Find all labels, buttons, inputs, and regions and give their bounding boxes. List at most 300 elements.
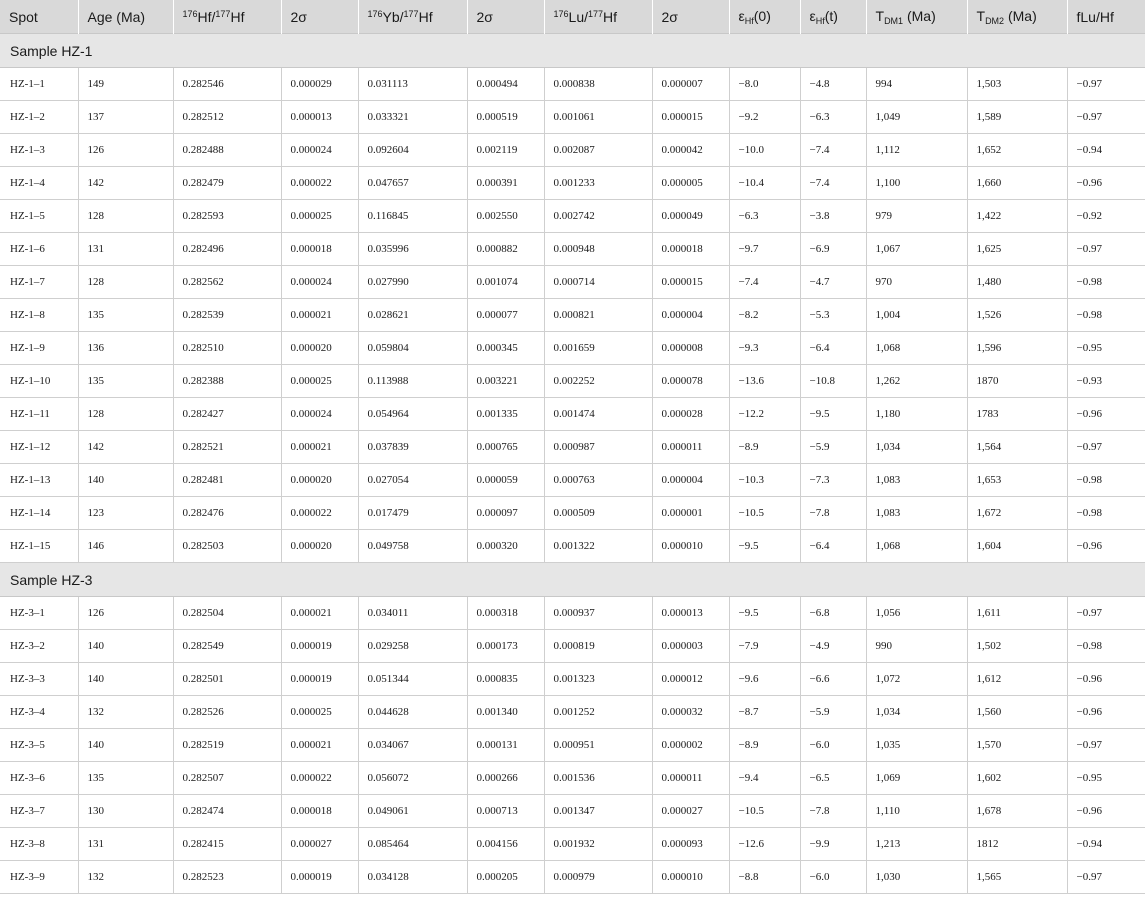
cell-yb_ratio: 0.034011 xyxy=(358,597,467,630)
cell-hf_ratio: 0.282415 xyxy=(173,828,281,861)
cell-age: 135 xyxy=(78,365,173,398)
cell-hf_ratio: 0.282488 xyxy=(173,134,281,167)
header-superscript: 177 xyxy=(215,8,231,19)
cell-ehft: −6.0 xyxy=(800,861,866,894)
cell-sigma2: 0.000205 xyxy=(467,861,544,894)
cell-sigma2: 0.002119 xyxy=(467,134,544,167)
table-header-row xyxy=(0,0,1145,34)
cell-spot: HZ-1–8 xyxy=(0,299,78,332)
cell-flu: −0.95 xyxy=(1067,332,1145,365)
cell-sigma3: 0.000003 xyxy=(652,630,729,663)
cell-sigma3: 0.000004 xyxy=(652,464,729,497)
header-superscript: 177 xyxy=(403,8,419,19)
cell-tdm2: 1,480 xyxy=(967,266,1067,299)
cell-lu_ratio: 0.000714 xyxy=(544,266,652,299)
cell-tdm2: 1,502 xyxy=(967,630,1067,663)
cell-spot: HZ-1–10 xyxy=(0,365,78,398)
cell-yb_ratio: 0.059804 xyxy=(358,332,467,365)
cell-sigma3: 0.000002 xyxy=(652,729,729,762)
cell-sigma2: 0.000097 xyxy=(467,497,544,530)
cell-lu_ratio: 0.000838 xyxy=(544,68,652,101)
cell-sigma1: 0.000013 xyxy=(281,101,358,134)
cell-tdm2: 1,612 xyxy=(967,663,1067,696)
cell-hf_ratio: 0.282479 xyxy=(173,167,281,200)
cell-ehf0: −6.3 xyxy=(729,200,800,233)
cell-ehft: −9.5 xyxy=(800,398,866,431)
cell-ehft: −4.8 xyxy=(800,68,866,101)
table-row xyxy=(0,729,1145,762)
cell-age: 135 xyxy=(78,762,173,795)
cell-ehf0: −13.6 xyxy=(729,365,800,398)
cell-tdm1: 1,034 xyxy=(866,696,967,729)
cell-age: 135 xyxy=(78,299,173,332)
table-row xyxy=(0,530,1145,563)
cell-flu: −0.97 xyxy=(1067,233,1145,266)
table-row xyxy=(0,167,1145,200)
cell-sigma1: 0.000020 xyxy=(281,530,358,563)
cell-tdm1: 1,049 xyxy=(866,101,967,134)
cell-flu: −0.97 xyxy=(1067,729,1145,762)
cell-hf_ratio: 0.282504 xyxy=(173,597,281,630)
cell-age: 128 xyxy=(78,200,173,233)
cell-ehft: −6.4 xyxy=(800,530,866,563)
cell-lu_ratio: 0.001536 xyxy=(544,762,652,795)
column-header-sigma3 xyxy=(652,0,729,34)
cell-sigma1: 0.000020 xyxy=(281,332,358,365)
cell-hf_ratio: 0.282474 xyxy=(173,795,281,828)
cell-tdm1: 1,035 xyxy=(866,729,967,762)
cell-sigma2: 0.000131 xyxy=(467,729,544,762)
cell-yb_ratio: 0.035996 xyxy=(358,233,467,266)
cell-yb_ratio: 0.031113 xyxy=(358,68,467,101)
cell-flu: −0.98 xyxy=(1067,630,1145,663)
cell-sigma3: 0.000013 xyxy=(652,597,729,630)
cell-sigma3: 0.000012 xyxy=(652,663,729,696)
cell-age: 140 xyxy=(78,630,173,663)
cell-spot: HZ-1–5 xyxy=(0,200,78,233)
cell-age: 126 xyxy=(78,134,173,167)
cell-sigma2: 0.000765 xyxy=(467,431,544,464)
section-title: Sample HZ-3 xyxy=(0,563,1145,597)
cell-flu: −0.94 xyxy=(1067,134,1145,167)
cell-spot: HZ-3–7 xyxy=(0,795,78,828)
cell-sigma2: 0.000345 xyxy=(467,332,544,365)
cell-sigma3: 0.000008 xyxy=(652,332,729,365)
cell-ehft: −4.9 xyxy=(800,630,866,663)
cell-age: 146 xyxy=(78,530,173,563)
cell-spot: HZ-1–2 xyxy=(0,101,78,134)
cell-tdm2: 1870 xyxy=(967,365,1067,398)
cell-spot: HZ-3–9 xyxy=(0,861,78,894)
cell-tdm2: 1,678 xyxy=(967,795,1067,828)
cell-ehf0: −10.5 xyxy=(729,497,800,530)
cell-ehft: −7.3 xyxy=(800,464,866,497)
cell-sigma1: 0.000021 xyxy=(281,729,358,762)
cell-age: 128 xyxy=(78,398,173,431)
cell-sigma2: 0.003221 xyxy=(467,365,544,398)
cell-yb_ratio: 0.085464 xyxy=(358,828,467,861)
column-header-flu xyxy=(1067,0,1145,34)
header-subscript: Hf xyxy=(815,15,825,26)
column-header-sigma2 xyxy=(467,0,544,34)
cell-sigma3: 0.000010 xyxy=(652,530,729,563)
cell-age: 142 xyxy=(78,431,173,464)
cell-tdm1: 1,180 xyxy=(866,398,967,431)
cell-sigma1: 0.000022 xyxy=(281,167,358,200)
cell-sigma3: 0.000027 xyxy=(652,795,729,828)
cell-tdm1: 1,100 xyxy=(866,167,967,200)
table-row xyxy=(0,398,1145,431)
cell-hf_ratio: 0.282546 xyxy=(173,68,281,101)
cell-age: 142 xyxy=(78,167,173,200)
cell-ehf0: −8.9 xyxy=(729,729,800,762)
cell-ehf0: −9.2 xyxy=(729,101,800,134)
header-text: ε xyxy=(738,7,745,24)
cell-tdm2: 1,611 xyxy=(967,597,1067,630)
cell-hf_ratio: 0.282496 xyxy=(173,233,281,266)
cell-tdm2: 1,526 xyxy=(967,299,1067,332)
cell-sigma2: 0.000519 xyxy=(467,101,544,134)
header-suffix: Hf xyxy=(603,8,618,25)
cell-tdm1: 1,069 xyxy=(866,762,967,795)
header-suffix: Hf xyxy=(230,8,245,25)
cell-age: 131 xyxy=(78,233,173,266)
cell-flu: −0.98 xyxy=(1067,299,1145,332)
cell-sigma3: 0.000015 xyxy=(652,266,729,299)
cell-sigma3: 0.000011 xyxy=(652,762,729,795)
cell-lu_ratio: 0.000948 xyxy=(544,233,652,266)
cell-sigma2: 0.000882 xyxy=(467,233,544,266)
column-header-age xyxy=(78,0,173,34)
cell-tdm2: 1,660 xyxy=(967,167,1067,200)
column-header-tdm2 xyxy=(967,0,1067,34)
cell-lu_ratio: 0.001659 xyxy=(544,332,652,365)
header-text: ε xyxy=(809,7,816,24)
header-text: Yb/ xyxy=(382,8,404,25)
cell-spot: HZ-1–6 xyxy=(0,233,78,266)
cell-sigma3: 0.000018 xyxy=(652,233,729,266)
table-row xyxy=(0,68,1145,101)
cell-spot: HZ-1–9 xyxy=(0,332,78,365)
cell-hf_ratio: 0.282510 xyxy=(173,332,281,365)
cell-tdm2: 1,589 xyxy=(967,101,1067,134)
cell-lu_ratio: 0.001322 xyxy=(544,530,652,563)
cell-age: 132 xyxy=(78,861,173,894)
table-row xyxy=(0,431,1145,464)
cell-sigma3: 0.000004 xyxy=(652,299,729,332)
table-row xyxy=(0,332,1145,365)
cell-spot: HZ-1–11 xyxy=(0,398,78,431)
cell-lu_ratio: 0.000819 xyxy=(544,630,652,663)
cell-sigma1: 0.000025 xyxy=(281,696,358,729)
cell-ehf0: −9.7 xyxy=(729,233,800,266)
cell-spot: HZ-3–6 xyxy=(0,762,78,795)
cell-tdm2: 1,503 xyxy=(967,68,1067,101)
cell-lu_ratio: 0.001932 xyxy=(544,828,652,861)
cell-sigma2: 0.002550 xyxy=(467,200,544,233)
cell-yb_ratio: 0.027990 xyxy=(358,266,467,299)
cell-hf_ratio: 0.282427 xyxy=(173,398,281,431)
header-suffix: (Ma) xyxy=(903,7,936,24)
cell-ehf0: −10.4 xyxy=(729,167,800,200)
column-header-tdm1 xyxy=(866,0,967,34)
cell-hf_ratio: 0.282521 xyxy=(173,431,281,464)
cell-hf_ratio: 0.282476 xyxy=(173,497,281,530)
cell-ehf0: −10.5 xyxy=(729,795,800,828)
cell-ehft: −6.3 xyxy=(800,101,866,134)
column-header-yb_ratio xyxy=(358,0,467,34)
cell-hf_ratio: 0.282549 xyxy=(173,630,281,663)
table-row xyxy=(0,101,1145,134)
cell-yb_ratio: 0.049061 xyxy=(358,795,467,828)
cell-hf_ratio: 0.282526 xyxy=(173,696,281,729)
cell-ehf0: −10.3 xyxy=(729,464,800,497)
cell-hf_ratio: 0.282388 xyxy=(173,365,281,398)
cell-hf_ratio: 0.282507 xyxy=(173,762,281,795)
cell-tdm2: 1,560 xyxy=(967,696,1067,729)
header-superscript: 177 xyxy=(588,8,604,19)
cell-tdm1: 1,004 xyxy=(866,299,967,332)
cell-hf_ratio: 0.282512 xyxy=(173,101,281,134)
table-body xyxy=(0,34,1145,894)
cell-spot: HZ-1–7 xyxy=(0,266,78,299)
cell-age: 126 xyxy=(78,597,173,630)
cell-sigma1: 0.000020 xyxy=(281,464,358,497)
cell-lu_ratio: 0.000979 xyxy=(544,861,652,894)
header-superscript: 176 xyxy=(182,8,198,19)
cell-sigma3: 0.000011 xyxy=(652,431,729,464)
header-text: fLu/Hf xyxy=(1076,8,1114,25)
cell-sigma1: 0.000019 xyxy=(281,630,358,663)
header-suffix: Hf xyxy=(418,8,433,25)
cell-ehft: −10.8 xyxy=(800,365,866,398)
cell-ehft: −9.9 xyxy=(800,828,866,861)
cell-sigma2: 0.000173 xyxy=(467,630,544,663)
cell-sigma3: 0.000001 xyxy=(652,497,729,530)
cell-tdm1: 1,072 xyxy=(866,663,967,696)
cell-flu: −0.97 xyxy=(1067,861,1145,894)
cell-lu_ratio: 0.002087 xyxy=(544,134,652,167)
cell-lu_ratio: 0.001347 xyxy=(544,795,652,828)
cell-flu: −0.96 xyxy=(1067,795,1145,828)
cell-flu: −0.98 xyxy=(1067,497,1145,530)
cell-spot: HZ-3–1 xyxy=(0,597,78,630)
cell-flu: −0.97 xyxy=(1067,597,1145,630)
cell-ehft: −4.7 xyxy=(800,266,866,299)
cell-age: 131 xyxy=(78,828,173,861)
cell-ehf0: −8.0 xyxy=(729,68,800,101)
cell-flu: −0.94 xyxy=(1067,828,1145,861)
header-text: 2σ xyxy=(476,8,493,25)
cell-flu: −0.96 xyxy=(1067,696,1145,729)
cell-lu_ratio: 0.001323 xyxy=(544,663,652,696)
cell-ehft: −7.4 xyxy=(800,167,866,200)
table-row xyxy=(0,464,1145,497)
cell-ehft: −7.4 xyxy=(800,134,866,167)
cell-ehf0: −8.8 xyxy=(729,861,800,894)
cell-tdm1: 1,067 xyxy=(866,233,967,266)
header-suffix: (t) xyxy=(824,7,838,24)
cell-sigma2: 0.000077 xyxy=(467,299,544,332)
cell-sigma1: 0.000018 xyxy=(281,795,358,828)
table-row xyxy=(0,762,1145,795)
table-row xyxy=(0,696,1145,729)
cell-tdm1: 1,034 xyxy=(866,431,967,464)
cell-yb_ratio: 0.092604 xyxy=(358,134,467,167)
cell-ehf0: −8.7 xyxy=(729,696,800,729)
cell-ehft: −6.0 xyxy=(800,729,866,762)
header-text: T xyxy=(976,7,986,24)
table-row xyxy=(0,630,1145,663)
cell-lu_ratio: 0.000821 xyxy=(544,299,652,332)
column-header-ehft xyxy=(800,0,866,34)
header-subscript: Hf xyxy=(744,15,754,26)
cell-tdm1: 1,068 xyxy=(866,332,967,365)
cell-age: 130 xyxy=(78,795,173,828)
column-header-spot xyxy=(0,0,78,34)
cell-spot: HZ-3–4 xyxy=(0,696,78,729)
cell-sigma1: 0.000025 xyxy=(281,200,358,233)
cell-age: 140 xyxy=(78,663,173,696)
section-row xyxy=(0,34,1145,68)
cell-tdm2: 1,672 xyxy=(967,497,1067,530)
cell-sigma2: 0.000266 xyxy=(467,762,544,795)
cell-tdm1: 1,112 xyxy=(866,134,967,167)
cell-yb_ratio: 0.056072 xyxy=(358,762,467,795)
cell-ehf0: −7.4 xyxy=(729,266,800,299)
cell-sigma2: 0.000391 xyxy=(467,167,544,200)
cell-flu: −0.96 xyxy=(1067,530,1145,563)
cell-yb_ratio: 0.033321 xyxy=(358,101,467,134)
cell-tdm1: 1,213 xyxy=(866,828,967,861)
cell-lu_ratio: 0.000987 xyxy=(544,431,652,464)
cell-tdm1: 979 xyxy=(866,200,967,233)
cell-sigma3: 0.000015 xyxy=(652,101,729,134)
cell-sigma2: 0.000494 xyxy=(467,68,544,101)
cell-sigma1: 0.000024 xyxy=(281,266,358,299)
header-text: Hf/ xyxy=(197,8,216,25)
header-subscript: DM1 xyxy=(884,15,904,26)
cell-tdm2: 1,625 xyxy=(967,233,1067,266)
cell-ehf0: −12.6 xyxy=(729,828,800,861)
cell-tdm2: 1783 xyxy=(967,398,1067,431)
cell-tdm1: 1,068 xyxy=(866,530,967,563)
cell-yb_ratio: 0.047657 xyxy=(358,167,467,200)
cell-flu: −0.97 xyxy=(1067,101,1145,134)
cell-flu: −0.98 xyxy=(1067,266,1145,299)
cell-yb_ratio: 0.051344 xyxy=(358,663,467,696)
cell-ehft: −3.8 xyxy=(800,200,866,233)
cell-age: 136 xyxy=(78,332,173,365)
cell-ehft: −5.3 xyxy=(800,299,866,332)
cell-sigma1: 0.000021 xyxy=(281,597,358,630)
header-text: Age (Ma) xyxy=(87,8,146,25)
section-row xyxy=(0,563,1145,597)
cell-tdm1: 970 xyxy=(866,266,967,299)
cell-yb_ratio: 0.044628 xyxy=(358,696,467,729)
cell-sigma2: 0.004156 xyxy=(467,828,544,861)
cell-spot: HZ-1–3 xyxy=(0,134,78,167)
cell-sigma2: 0.000320 xyxy=(467,530,544,563)
cell-tdm2: 1,604 xyxy=(967,530,1067,563)
cell-spot: HZ-1–15 xyxy=(0,530,78,563)
cell-sigma3: 0.000093 xyxy=(652,828,729,861)
cell-hf_ratio: 0.282562 xyxy=(173,266,281,299)
table-row xyxy=(0,200,1145,233)
header-text: Spot xyxy=(9,8,38,25)
cell-flu: −0.93 xyxy=(1067,365,1145,398)
cell-tdm2: 1,602 xyxy=(967,762,1067,795)
cell-sigma1: 0.000024 xyxy=(281,134,358,167)
table-row xyxy=(0,266,1145,299)
cell-tdm1: 1,030 xyxy=(866,861,967,894)
cell-yb_ratio: 0.034128 xyxy=(358,861,467,894)
cell-lu_ratio: 0.000937 xyxy=(544,597,652,630)
cell-lu_ratio: 0.001252 xyxy=(544,696,652,729)
cell-tdm2: 1,422 xyxy=(967,200,1067,233)
cell-sigma1: 0.000027 xyxy=(281,828,358,861)
cell-lu_ratio: 0.000509 xyxy=(544,497,652,530)
cell-yb_ratio: 0.017479 xyxy=(358,497,467,530)
cell-spot: HZ-3–8 xyxy=(0,828,78,861)
cell-ehft: −6.6 xyxy=(800,663,866,696)
cell-ehf0: −7.9 xyxy=(729,630,800,663)
table-row xyxy=(0,597,1145,630)
table-row xyxy=(0,134,1145,167)
cell-age: 149 xyxy=(78,68,173,101)
cell-tdm2: 1,596 xyxy=(967,332,1067,365)
cell-flu: −0.95 xyxy=(1067,762,1145,795)
table-row xyxy=(0,233,1145,266)
cell-hf_ratio: 0.282481 xyxy=(173,464,281,497)
cell-sigma3: 0.000078 xyxy=(652,365,729,398)
cell-ehft: −5.9 xyxy=(800,696,866,729)
cell-spot: HZ-1–1 xyxy=(0,68,78,101)
cell-ehf0: −10.0 xyxy=(729,134,800,167)
cell-ehft: −6.4 xyxy=(800,332,866,365)
cell-sigma3: 0.000028 xyxy=(652,398,729,431)
cell-tdm1: 994 xyxy=(866,68,967,101)
cell-age: 132 xyxy=(78,696,173,729)
cell-sigma1: 0.000025 xyxy=(281,365,358,398)
cell-spot: HZ-3–3 xyxy=(0,663,78,696)
cell-tdm2: 1,652 xyxy=(967,134,1067,167)
cell-ehft: −6.9 xyxy=(800,233,866,266)
cell-sigma1: 0.000029 xyxy=(281,68,358,101)
cell-ehft: −7.8 xyxy=(800,497,866,530)
header-subscript: DM2 xyxy=(985,15,1005,26)
cell-lu_ratio: 0.001474 xyxy=(544,398,652,431)
cell-yb_ratio: 0.028621 xyxy=(358,299,467,332)
cell-hf_ratio: 0.282519 xyxy=(173,729,281,762)
cell-yb_ratio: 0.054964 xyxy=(358,398,467,431)
table-row xyxy=(0,861,1145,894)
cell-spot: HZ-3–2 xyxy=(0,630,78,663)
cell-sigma1: 0.000021 xyxy=(281,299,358,332)
cell-yb_ratio: 0.027054 xyxy=(358,464,467,497)
cell-ehf0: −8.9 xyxy=(729,431,800,464)
header-suffix: (Ma) xyxy=(1004,7,1037,24)
cell-sigma1: 0.000022 xyxy=(281,497,358,530)
header-text: 2σ xyxy=(661,8,678,25)
cell-ehf0: −9.5 xyxy=(729,597,800,630)
cell-sigma1: 0.000019 xyxy=(281,663,358,696)
cell-tdm1: 990 xyxy=(866,630,967,663)
cell-sigma1: 0.000019 xyxy=(281,861,358,894)
cell-flu: −0.96 xyxy=(1067,398,1145,431)
header-text: T xyxy=(875,7,885,24)
cell-yb_ratio: 0.029258 xyxy=(358,630,467,663)
